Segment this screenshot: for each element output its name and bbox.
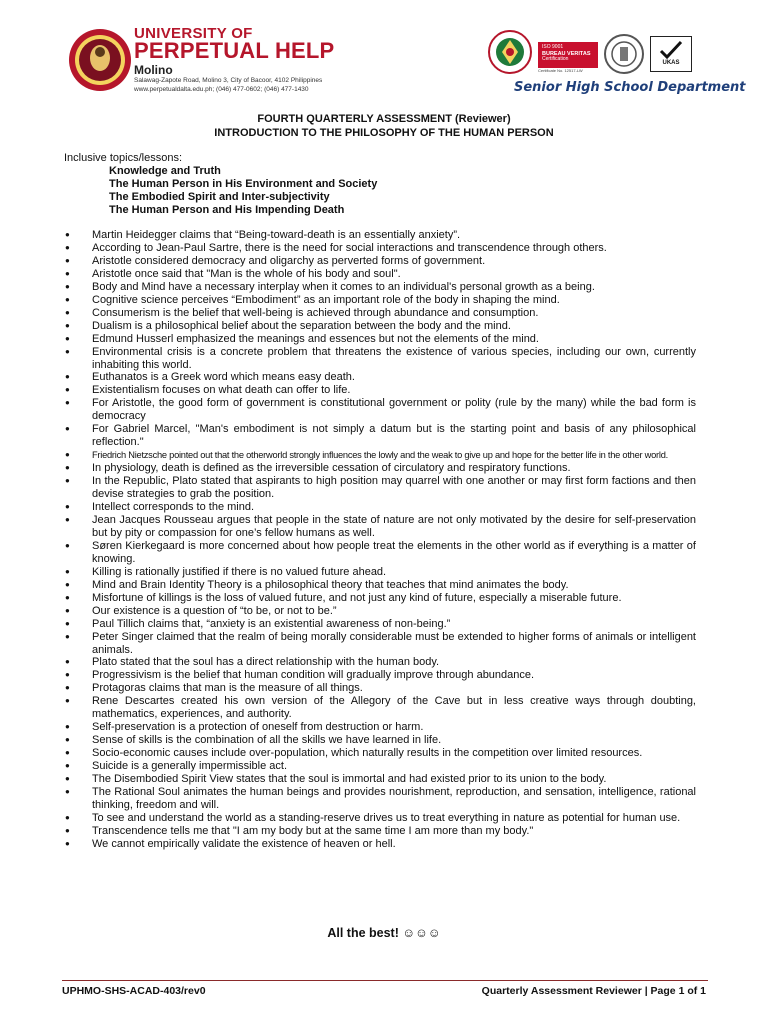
list-item [64,773,696,786]
list-item-text: Søren Kierkegaard is more concerned about how people treat the elements in the other world as if everything is a matter of knowing. [92,539,696,565]
bullet-icon: ● [65,242,70,252]
list-item-text: For Aristotle, the good form of government is constitutional government or polity (rule by the many) while the bad form is democracy [92,397,696,423]
bullet-icon: ● [65,566,70,576]
list-item [64,255,696,268]
bullet-icon: ● [65,294,70,304]
list-item [64,825,696,838]
cert-body: BUREAU VERITAS [542,50,591,57]
list-item [64,371,696,384]
list-item [64,294,696,307]
list-item-text: Sense of skills is the combination of all the skills we have learned in life. [92,734,442,747]
bullet-icon: ● [65,618,70,628]
cert-iso: ISO 9001 [542,44,564,50]
bullet-icon: ● [65,683,70,693]
list-item [64,242,696,255]
list-item [64,423,696,449]
bullet-icon: ● [65,838,70,848]
bullet-icon: ● [65,230,70,239]
bullet-icon: ● [65,786,70,796]
list-item-text: Aristotle considered democracy and oligarchy as perverted forms of government. [92,254,486,267]
topics-label: Inclusive topics/lessons: [64,152,182,164]
list-item [64,618,696,631]
list-item [64,695,696,721]
list-item [64,268,696,281]
university-line1: UNIVERSITY OF [134,25,253,42]
list-item [64,682,696,695]
list-item [64,449,696,462]
list-item-text: Suicide is a generally impermissible act. [92,760,288,773]
list-item-text: We cannot empirically validate the existence of heaven or hell. [92,837,396,850]
list-item [64,462,696,475]
bullet-icon: ● [65,502,70,512]
bullet-icon: ● [65,450,70,460]
page-info: Quarterly Assessment Reviewer | Page 1 of 1 [481,985,706,997]
bullet-icon: ● [65,748,70,758]
campus-name: Molino [134,63,173,77]
bullet-icon: ● [65,463,70,473]
list-item [64,475,696,501]
reviewer-bullet-list [64,229,696,851]
list-item-text: Martin Heidegger claims that “Being-toward-death is an essentially anxiety”. [92,229,461,241]
bullet-icon: ● [65,476,70,486]
list-item [64,346,696,372]
list-item-text: Friedrich Nietzsche pointed out that the otherworld strongly influences the lowly and the weak to give up and hope for the better life in the other world. [92,450,668,461]
list-item [64,721,696,734]
topic-item: The Embodied Spirit and Inter-subjectivity [109,191,330,203]
shs-seal-icon [488,30,532,74]
accreditation-logos [486,30,696,78]
list-item-text: To see and understand the world as a standing-reserve drives us to treat everything in nature as potential for human use. [92,811,681,824]
bullet-icon: ● [65,307,70,317]
list-item [64,333,696,346]
closing-message: All the best! ☺☺☺ [327,926,441,940]
university-line2: PERPETUAL HELP [134,38,335,63]
department-name: Senior High School Department [514,80,746,95]
page-header [0,0,768,110]
cert-label: Certification [542,56,569,63]
list-item-text: Edmund Husserl emphasized the meanings and essences but not the elements of the mind. [92,332,539,345]
bullet-icon: ● [65,735,70,745]
checkmark-crown-icon [659,39,683,59]
bureau-veritas-badge [538,42,598,68]
list-item [64,656,696,669]
list-item-text: Rene Descartes created his own version of the Allegory of the Cave but in less creative ways through doubting, mathematics, experiences, and authority. [92,695,696,721]
list-item-text: Plato stated that the soul has a direct relationship with the human body. [92,656,440,669]
bullet-icon: ● [65,812,70,822]
list-item-text: Paul Tillich claims that, “anxiety is an existential awareness of non-being.” [92,617,451,630]
list-item-text: Intellect corresponds to the mind. [92,501,255,514]
list-item [64,592,696,605]
list-item [64,501,696,514]
bullet-icon: ● [65,346,70,356]
ukas-badge [650,36,692,72]
list-item-text: According to Jean-Paul Sartre, there is the need for social interactions and transcendence through others. [92,241,607,254]
list-item [64,838,696,851]
list-item-text: In the Republic, Plato stated that aspirants to high position may quarrel with one another or may first form factions and then devise strategies to grab the position. [92,475,696,501]
bullet-icon: ● [65,579,70,589]
bullet-icon: ● [65,631,70,641]
list-item [64,605,696,618]
list-item [64,786,696,812]
list-item-text: Peter Singer claimed that the realm of being morally considerable must be extended to higher forms of animals or intelligent animals. [92,630,696,656]
list-item-text: Body and Mind have a necessary interplay when it comes to an individual's personal growth as a being. [92,280,595,293]
list-item [64,669,696,682]
bullet-icon: ● [65,592,70,602]
list-item [64,734,696,747]
list-item [64,307,696,320]
list-item-text: Aristotle once said that "Man is the whole of his body and soul". [92,267,401,280]
list-item-text: Mind and Brain Identity Theory is a philosophical theory that teaches that mind animates the body. [92,578,569,591]
topic-item: The Human Person in His Environment and Society [109,178,378,190]
list-item [64,320,696,333]
bullet-icon: ● [65,774,70,784]
bullet-icon: ● [65,761,70,771]
bullet-icon: ● [65,605,70,615]
list-item-text: Dualism is a philosophical belief about the separation between the body and the mind. [92,319,511,332]
list-item-text: Misfortune of killings is the loss of valued future, and not just any kind of future, especially a miserable future. [92,591,622,604]
list-item [64,281,696,294]
list-item-text: Progressivism is the belief that human condition will gradually improve through abundance. [92,669,535,682]
bullet-icon: ● [65,514,70,524]
list-item-text: Our existence is a question of “to be, or not to be.” [92,604,337,617]
list-item-text: Euthanatos is a Greek word which means easy death. [92,371,355,384]
bullet-icon: ● [65,398,70,408]
bullet-icon: ● [65,540,70,550]
bullet-icon: ● [65,255,70,265]
bullet-icon: ● [65,333,70,343]
university-name-block [134,26,334,93]
ukas-label: UKAS [662,60,680,66]
cert-number: Certificate No. 12517-LW [538,68,583,73]
university-seal-icon [68,28,132,92]
topic-item: Knowledge and Truth [109,165,221,177]
list-item-text: Cognitive science perceives “Embodiment” as an important role of the body in shaping the mind. [92,293,560,306]
list-item-text: Protagoras claims that man is the measure of all things. [92,682,363,695]
bullet-icon: ● [65,657,70,667]
list-item [64,747,696,760]
bullet-icon: ● [65,722,70,732]
campus-contact: www.perpetualdalta.edu.ph; (046) 477-0602; (046) 477-1430 [134,85,309,93]
topic-item: The Human Person and His Impending Death [109,204,345,216]
bullet-icon: ● [65,670,70,680]
list-item [64,631,696,657]
list-item-text: Environmental crisis is a concrete problem that threatens the existence of various species, including our own, currently inhabiting this world. [92,345,696,371]
bullet-icon: ● [65,281,70,291]
list-item [64,514,696,540]
list-item-text: Transcendence tells me that "I am my body but at the same time I am more than my body." [92,824,534,837]
bureau-veritas-seal-icon [604,34,644,74]
document-title [0,112,768,140]
list-item [64,760,696,773]
bullet-icon: ● [65,320,70,330]
list-item [64,397,696,423]
title-line2: INTRODUCTION TO THE PHILOSOPHY OF THE HUMAN PERSON [214,127,554,139]
list-item-text: For Gabriel Marcel, "Man's embodiment is not simply a datum but is the starting point and basis of any philosophical reflection." [92,423,696,449]
campus-address: Salawag-Zapote Road, Molino 3, City of Bacoor, 4102 Philippines [134,77,323,84]
list-item-text: Existentialism focuses on what death can offer to life. [92,384,351,397]
list-item-text: Consumerism is the belief that well-being is achieved through abundance and consumption. [92,306,539,319]
footer-divider [62,980,708,981]
bullet-icon: ● [65,372,70,382]
bullet-icon: ● [65,385,70,395]
bullet-icon: ● [65,424,70,434]
bullet-icon: ● [65,825,70,835]
title-line1: FOURTH QUARTERLY ASSESSMENT (Reviewer) [257,113,511,125]
list-item-text: Socio-economic causes include over-population, which naturally results in the competition over limited resources. [92,747,643,760]
list-item-text: Jean Jacques Rousseau argues that people in the state of nature are not only motivated by the desire for self-preservation but by pity or compassion for one’s fellow humans as well. [92,513,696,539]
list-item [64,540,696,566]
document-code: UPHMO-SHS-ACAD-403/rev0 [62,985,206,997]
topics-list [64,165,377,217]
list-item [64,579,696,592]
list-item-text: Self-preservation is a protection of oneself from destruction or harm. [92,721,424,734]
list-item [64,229,696,242]
list-item-text: Killing is rationally justified if there is no valued future ahead. [92,565,387,578]
list-item-text: The Disembodied Spirit View states that the soul is immortal and had existed prior to its union to the body. [92,773,607,786]
list-item-text: The Rational Soul animates the human beings and provides nourishment, reproduction, and sensation, intelligence, rational thinking, freedom and will. [92,785,696,811]
topics-section [64,152,377,217]
list-item-text: In physiology, death is defined as the irreversible cessation of circulatory and respiratory functions. [92,462,571,475]
bullet-icon: ● [65,268,70,278]
list-item [64,566,696,579]
list-item [64,812,696,825]
bullet-icon: ● [65,696,70,706]
list-item [64,384,696,397]
